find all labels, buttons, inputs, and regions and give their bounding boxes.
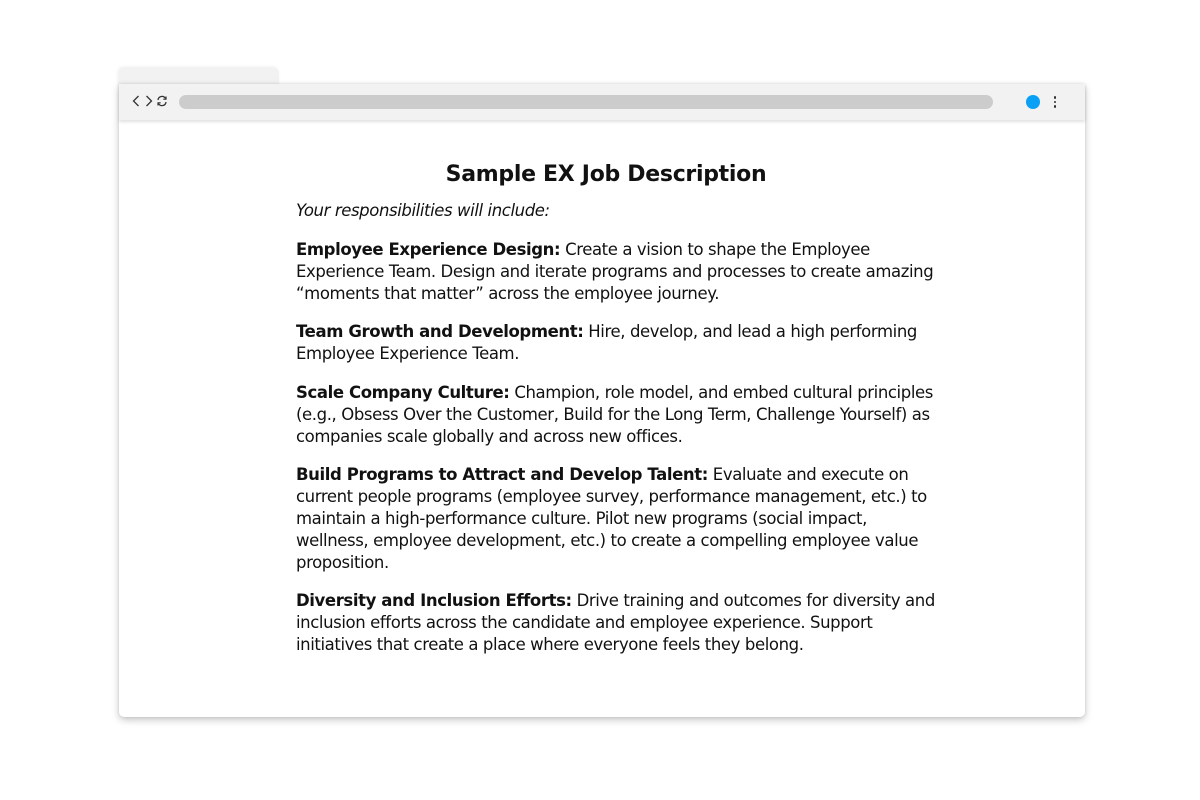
section-employee-experience-design [296,239,936,304]
back-button[interactable] [129,93,143,109]
section-body: Champion, role model, and embed cultural principles (e.g., Obsess Over the Customer, Build for the Long Term, Challenge Yourself) as companies scale globally and across new offices. [296,382,933,446]
section-body: Create a vision to shape the Employee Experience Team. Design and iterate programs and processes to create amazing “moments that matter” across the employee journey. [296,240,934,303]
section-diversity-inclusion [296,590,936,655]
section-heading: Build Programs to Attract and Develop Talent: [296,465,708,485]
forward-button[interactable] [142,93,156,109]
section-heading: Diversity and Inclusion Efforts: [296,591,572,611]
page-content [119,120,1085,717]
browser-toolbar [119,84,1085,120]
chevron-right-icon [145,95,153,107]
reload-button[interactable] [155,93,169,109]
section-heading: Employee Experience Design: [296,240,561,259]
job-description [296,160,936,673]
section-body: Evaluate and execute on current people programs (employee survey, performance management, etc.) to maintain a high-performance culture. Pilot new programs (social impact, wellness, employee development, etc.) to create a compelling employee value proposition. [296,465,927,572]
section-heading: Team Growth and Development: [296,322,584,342]
page-title: Sample EX Job Description [445,162,767,187]
address-bar[interactable] [179,95,993,109]
profile-avatar[interactable] [1026,95,1040,109]
browser-window [119,84,1085,717]
section-body: Drive training and outcomes for diversity and inclusion efforts across the candidate and employee experience. Support initiatives that create a place where everyone feels they belong. [296,591,935,654]
section-scale-culture [296,382,936,447]
section-heading: Scale Company Culture: [296,382,510,402]
more-menu-icon[interactable] [1049,94,1061,110]
section-team-growth [296,321,936,365]
intro-text: Your responsibilities will include: [296,201,550,220]
chevron-left-icon [132,95,140,107]
section-build-programs [296,464,936,573]
reload-icon [156,95,168,107]
section-body: Hire, develop, and lead a high performing Employee Experience Team. [296,322,917,364]
